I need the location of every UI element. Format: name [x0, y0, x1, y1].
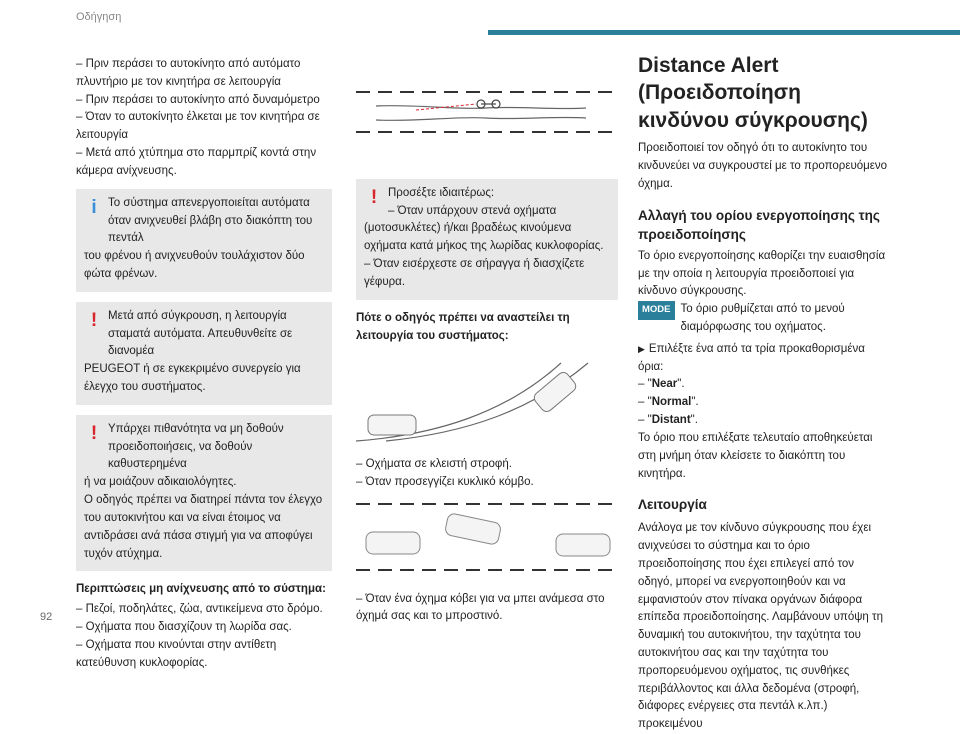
warning-note: [356, 179, 618, 300]
option-item: – "Normal".: [638, 396, 699, 409]
list-item: – Όταν ένα όχημα κόβει για να μπει ανάμεσα στο όχημά σας και το μπροστινό.: [356, 592, 605, 623]
option-item: – "Distant".: [638, 414, 698, 427]
list-item: – Πριν περάσει το αυτοκίνητο από αυτόματο πλυντήριο με τον κινητήρα σε λειτουργία: [76, 58, 301, 88]
note-text: Προσέξτε ιδιαιτέρως:: [388, 186, 495, 199]
list-item: – Πριν περάσει το αυτοκίνητο από δυναμόμετρο: [76, 93, 320, 106]
note-text: Το σύστημα απενεργοποιείται αυτόματα όταν ανιχνευθεί βλάβη στο διακόπτη του πεντάλ: [108, 196, 313, 245]
list-item: – Πεζοί, ποδηλάτες, ζώα, αντικείμενα στο δρόμο.: [76, 603, 323, 616]
note-text: Υπάρχει πιθανότητα να μη δοθούν προειδοποιήσεις, να δοθούν καθυστερημένα: [108, 422, 284, 471]
info-note: [76, 189, 332, 292]
list-item: – Όταν προσεγγίζει κυκλικό κόμβο.: [356, 475, 534, 488]
note-text: (μοτοσυκλέτες) ή/και βραδέως κινούμενα οχήματα κατά μήκος της λωρίδας κυκλοφορίας.: [364, 222, 604, 253]
list-item: – Μετά από χτύπημα στο παρμπρίζ κοντά στην κάμερα ανίχνευσης.: [76, 147, 317, 177]
warning-icon: !: [90, 309, 98, 331]
subsection-heading: Αλλαγή του ορίου ενεργοποίησης της προειδοποίησης: [638, 208, 880, 242]
list-item: – Όταν το αυτοκίνητο έλκεται με τον κινητήρα σε λειτουργία: [76, 111, 320, 142]
note-text: PEUGEOT ή σε εγκεκριμένο συνεργείο για έλεγχο του συστήματος.: [84, 363, 301, 393]
mode-row: [638, 301, 888, 337]
page-number: 92: [40, 611, 53, 623]
figure-cut-in: [356, 498, 618, 578]
intro-text: Προειδοποιεί τον οδηγό ότι το αυτοκίνητο του κινδυνεύει να συγκρουστεί με το προπορευόμενο όχημα.: [638, 141, 888, 190]
header-rule: [488, 30, 960, 35]
mode-text: Το όριο ρυθμίζεται από το μενού διαμόρφωσης του οχήματος.: [680, 303, 845, 334]
operation-heading: Λειτουργία: [638, 497, 707, 513]
warning-note: [76, 302, 332, 405]
warning-icon: !: [370, 186, 378, 208]
column-middle: [356, 74, 618, 626]
warning-note: [76, 415, 332, 572]
figure-sharp-bend: [356, 353, 618, 443]
operation-text: Ανάλογα με τον κίνδυνο σύγκρουσης που έχει ανιχνεύσει το σύστημα και το όριο προειδοποίησης που έχει επιλεγεί από τον οδηγό, μπορεί να ενεργοποιηθούν και να εμφανιστούν στον πίνακα οργάνων διάφορα επίπεδα προειδοποίησης. Λαμβάνουν υπόψη τη δυναμική του αυτοκινήτου, την ταχύτητα του αυτοκινήτου σας και την ταχύτητα του προπορευόμενου οχήματος, τις συνθήκες περιβάλλοντος και άλλα δεδομένα (στροφή, διάφορες ενέργειες στα πεντάλ κ.λπ.) προκειμένου: [638, 522, 883, 731]
arrow-right-icon: ▶: [638, 343, 645, 354]
section-title: Distance Alert (Προειδοποίηση κινδύνου σύγκρουσης): [638, 54, 868, 132]
header-label: Οδήγηση: [76, 11, 122, 23]
info-icon: i: [91, 196, 97, 218]
list-item: – Οχήματα που κινούνται στην αντίθετη κατεύθυνση κυκλοφορίας.: [76, 638, 277, 669]
mode-button-icon: MODE: [638, 301, 675, 320]
column-right: [638, 52, 888, 734]
note-text: Ο οδηγός πρέπει να διατηρεί πάντα τον έλεγχο του αυτοκινήτου και να είναι έτοιμος να αντιδράσει ανά πάσα στιγμή για να αποφύγει τυχόν ατύχημα.: [84, 494, 323, 560]
list-item: – Οχήματα που διασχίζουν τη λωρίδα σας.: [76, 620, 292, 633]
note-text: του φρένου ή ανιχνευθούν τουλάχιστον δύο φώτα φρένων.: [84, 250, 305, 280]
column-left: [76, 56, 332, 672]
warning-icon: !: [90, 422, 98, 444]
select-instruction: ▶ Επιλέξτε ένα από τα τρία προκαθορισμένα όρια:: [638, 342, 865, 373]
figure-motorcycle-lane: [356, 80, 618, 158]
note-text: ή να μοιάζουν αδικαιολόγητες.: [84, 476, 237, 489]
cases-heading: Περιπτώσεις μη ανίχνευσης από το σύστημα:: [76, 583, 326, 596]
threshold-text: Το όριο ενεργοποίησης καθορίζει την ευαισθησία με την οποία η λειτουργία προειδοποιεί για κίνδυνο σύγκρουσης.: [638, 249, 886, 298]
intro-list: [76, 56, 332, 181]
option-item: – "Near".: [638, 378, 685, 391]
note-text: – Όταν εισέρχεστε σε σήραγγα ή διασχίζετε γέφυρα.: [364, 258, 585, 288]
deactivate-heading: Πότε ο οδηγός πρέπει να αναστείλει τη λειτουργία του συστήματος:: [356, 311, 570, 342]
note-text: – Όταν υπάρχουν στενά οχήματα: [388, 204, 557, 217]
list-item: – Οχήματα σε κλειστή στροφή.: [356, 458, 512, 471]
memory-text: Το όριο που επιλέξατε τελευταίο αποθηκεύεται στη μνήμη όταν κλείσετε το διακόπτη του κινητήρα.: [638, 431, 873, 480]
note-text: Μετά από σύγκρουση, η λειτουργία σταματά αυτόματα. Απευθυνθείτε σε διανομέα: [108, 309, 293, 358]
